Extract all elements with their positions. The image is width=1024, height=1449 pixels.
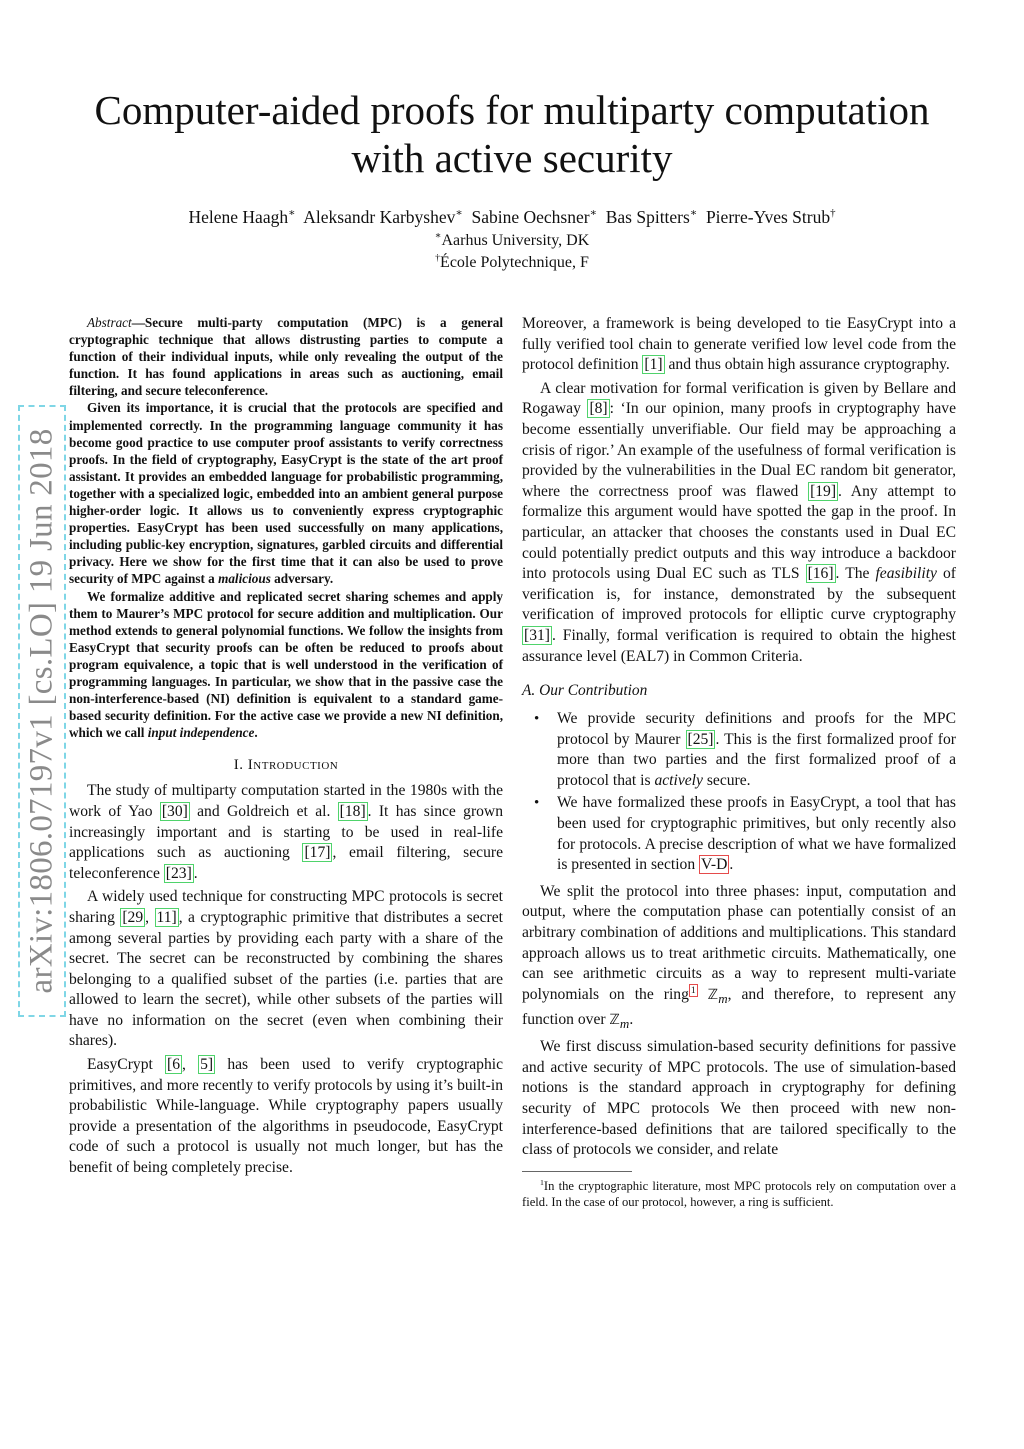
author-mark: ∗ <box>689 207 698 220</box>
subsection-number: A. <box>522 682 540 700</box>
author-mark: † <box>830 207 836 220</box>
author: Aleksandr Karbyshev <box>303 207 456 227</box>
citation-link[interactable]: [16] <box>807 565 834 583</box>
paragraph: Moreover, a framework is being developed to tie EasyCrypt into a fully verified tool chain to generate verified low level code from the protocol definition [1] and thus obtain high assurance cryptography. <box>522 315 956 374</box>
list-item: • We have formalized these proofs in EasyCrypt, a tool that has been used for cryptographic primitives, but only recently also for protocols. A precise description of what we have formalized is presented in section V-D . <box>522 793 956 875</box>
abstract-text: . <box>254 725 258 741</box>
citation-link[interactable]: [1] <box>644 356 663 374</box>
list-item: • We provide security definitions and proofs for the MPC protocol by Maurer [25] . This is the first formalized proof for more than two parties and the first formalized proof of a protocol that is actively secure. <box>522 709 956 791</box>
author-list <box>60 206 964 228</box>
citation-link[interactable]: [6 <box>167 1056 181 1074</box>
paragraph: The study of multiparty computation started in the 1980s with the work of Yao [30] and Goldreich et al. [18] . It has since grown increasingly important and is starting to be used in real-life applications such as auctioning [17] , email filtering, secure teleconference [23] . <box>69 782 504 882</box>
paper-title <box>60 86 964 182</box>
arxiv-stamp[interactable] <box>18 405 66 1017</box>
subsection-title: Our Contribution <box>539 682 648 700</box>
citation-link[interactable]: 11] <box>156 908 177 926</box>
introduction-body <box>69 781 503 1178</box>
paragraph: We split the protocol into three phases: input, computation and output, where the computation phase can potentially consist of an arbitrary combination of additions and multiplications. This standard approach allows us to treat arithmetic circuits. Mathematically, one can see arithmetic circuits as a way to represent multi-variate polynomials on the ring $^1$ ℤ$_m$, and therefore, to represent any function over ℤ$_m$. <box>522 882 956 1031</box>
affiliation-polytechnique <box>60 253 964 273</box>
citation-link[interactable]: [30] <box>161 802 188 820</box>
section-heading-introduction <box>69 755 503 775</box>
author: Bas Spitters <box>605 207 690 227</box>
paragraph: A widely used technique for constructing MPC protocols is secret sharing [29 , 11] , a cryptographic primitive that distributes a secret among several parties by providing each party with a share of the secret. The secret can be reconstructed by combining the shares belonging to a qualified subset of the parties (i.e. parties that are allowed to learn the secret), while other subsets of the parties will have no information on the secret (even when combining their shares). <box>69 888 504 1050</box>
abstract-paragraph <box>69 314 503 399</box>
ring-symbol: ℤ <box>609 1011 620 1028</box>
footnote-text: In the cryptographic literature, most MPC protocols rely on computation over a field. In the case of our protocol, however, a ring is sufficient. <box>522 1178 956 1209</box>
author: Helene Haagh <box>188 207 289 227</box>
abstract-emphasis: malicious <box>218 571 271 587</box>
right-column <box>522 314 956 1210</box>
section-link[interactable]: V-D <box>701 856 728 874</box>
abstract-paragraph <box>69 588 503 742</box>
title-line-1: Computer-aided proofs for multiparty computation <box>94 87 930 133</box>
footnote-number: 1 <box>540 1177 544 1187</box>
abstract-dash: — <box>131 315 145 330</box>
affiliation-mark: † <box>435 252 441 264</box>
author-mark: ∗ <box>589 207 597 220</box>
citation-link[interactable]: [23] <box>165 864 192 882</box>
subsection-heading-contribution <box>522 681 956 701</box>
abstract-text: Secure multi-party computation (MPC) is a general cryptographic technique that allows distrusting parties to compute a function of their individual inputs, while only revealing the output of the function. It has found applications in areas such as auctioning, email filtering, and secure teleconference. <box>69 315 503 399</box>
author-mark: ∗ <box>455 207 463 220</box>
abstract-emphasis: input independence <box>147 725 255 741</box>
affiliation-aarhus <box>60 231 964 251</box>
paragraph: A clear motivation for formal verification is given by Bellare and Rogaway [8] : ‘In our opinion, many proofs in cryptography have become essentially unverifiable. Our field may be approaching a crisis of rigor.’ An example of the usefulness of formal verification is provided by the vulnerabilities in the Dual EC random bit generator, where the correctness proof was flawed [19] . Any attempt to formalize this argument would have spotted the gap in the proof. In particular, an attacker that chooses the constants used in Dual EC could potentially predict outputs and this way introduce a backdoor into protocols using Dual EC such as TLS [16] . The feasibility of verification is, for instance, demonstrated by the subsequent verification of improved protocols for elliptic curve cryptography [31] . Finally, formal verification is required to obtain the highest assurance level (EAL7) in Common Criteria. <box>522 379 956 665</box>
author-mark: ∗ <box>288 207 296 220</box>
affiliation-mark: ∗ <box>434 230 442 242</box>
footnote-divider <box>522 1171 632 1172</box>
affiliation-text: École Polytechnique, F <box>440 254 589 271</box>
footnote-link[interactable]: 1 <box>690 984 696 996</box>
footnote <box>522 1178 956 1210</box>
citation-link[interactable]: [8] <box>589 400 608 418</box>
citation-link[interactable]: [29 <box>122 908 144 926</box>
abstract-text: We formalize additive and replicated secret sharing schemes and apply them to Maurer’s MPC protocol for secure addition and multiplication. Our method extends to general polynomial functions. We follow the insights from EasyCrypt that security proofs can be often be reduced to proofs about program equivalence, a topic that is well understood in the verification of programming languages. In particular, we show that in the passive case the non-interference-based (NI) definition is equivalent to a standard game-based security definition. For the active case we provide a new NI definition, which we call <box>69 588 503 741</box>
contribution-list <box>522 709 956 876</box>
citation-link[interactable]: [31] <box>524 626 550 644</box>
paragraph: EasyCrypt [6 , 5] has been used to verify cryptographic primitives, and more recently to verify protocols by using it’s built-in probabilistic While-language. While cryptography papers usually provide a presentation of the algorithms in pseudocode, EasyCrypt code of such a protocol is usually not much longer, but has the benefit of being completely precise. <box>69 1056 504 1177</box>
citation-link[interactable]: [19] <box>810 482 837 500</box>
affiliation-text: Aarhus University, DK <box>441 232 590 249</box>
author: Sabine Oechsner <box>471 207 590 227</box>
abstract-paragraph <box>69 399 503 587</box>
section-number: I. <box>233 757 248 774</box>
abstract <box>69 314 503 741</box>
title-line-2: with active security <box>351 135 673 181</box>
abstract-text: adversary. <box>270 571 334 587</box>
citation-link[interactable]: [25] <box>687 730 714 748</box>
citation-link[interactable]: [18] <box>339 802 366 820</box>
abstract-text: Given its importance, it is crucial that the protocols are specified and implemented correctly. In the programming language community it has become good practice to use computer proof assistants to verify correctness proofs. In the field of cryptography, EasyCrypt is the state of the art proof assistant. It provides an embedded language for probabilistic programming, together with a specialized logic, embedded into an ambient general purpose higher-order logic. It allows us to conveniently express cryptographic properties. EasyCrypt has been used successfully on many applications, including public-key encryption, signatures, garbled circuits and differential privacy. Here we show for the first time that it can also be used to prove security of MPC against a <box>69 400 503 587</box>
arxiv-identifier[interactable]: arXiv:1806.07197v1 [cs.LO] 19 Jun 2018 <box>23 428 60 994</box>
left-column <box>69 314 503 1179</box>
citation-link[interactable]: 5] <box>200 1056 214 1074</box>
right-column-body <box>522 314 956 667</box>
author: Pierre-Yves Strub <box>705 207 831 227</box>
citation-link[interactable]: [17] <box>304 844 331 862</box>
paragraph: We first discuss simulation-based security definitions for passive and active security of MPC protocols. The use of simulation-based notions is the standard approach in cryptography for defining security of MPC protocols We then proceed with new non-interference-based definitions that are tailored specifically to the class of protocols we consider, and relate <box>522 1038 956 1159</box>
section-title: Introduction <box>247 757 339 774</box>
abstract-label: Abstract <box>87 315 132 330</box>
right-column-body-2 <box>522 882 956 1161</box>
ring-symbol: ℤ <box>707 986 719 1003</box>
